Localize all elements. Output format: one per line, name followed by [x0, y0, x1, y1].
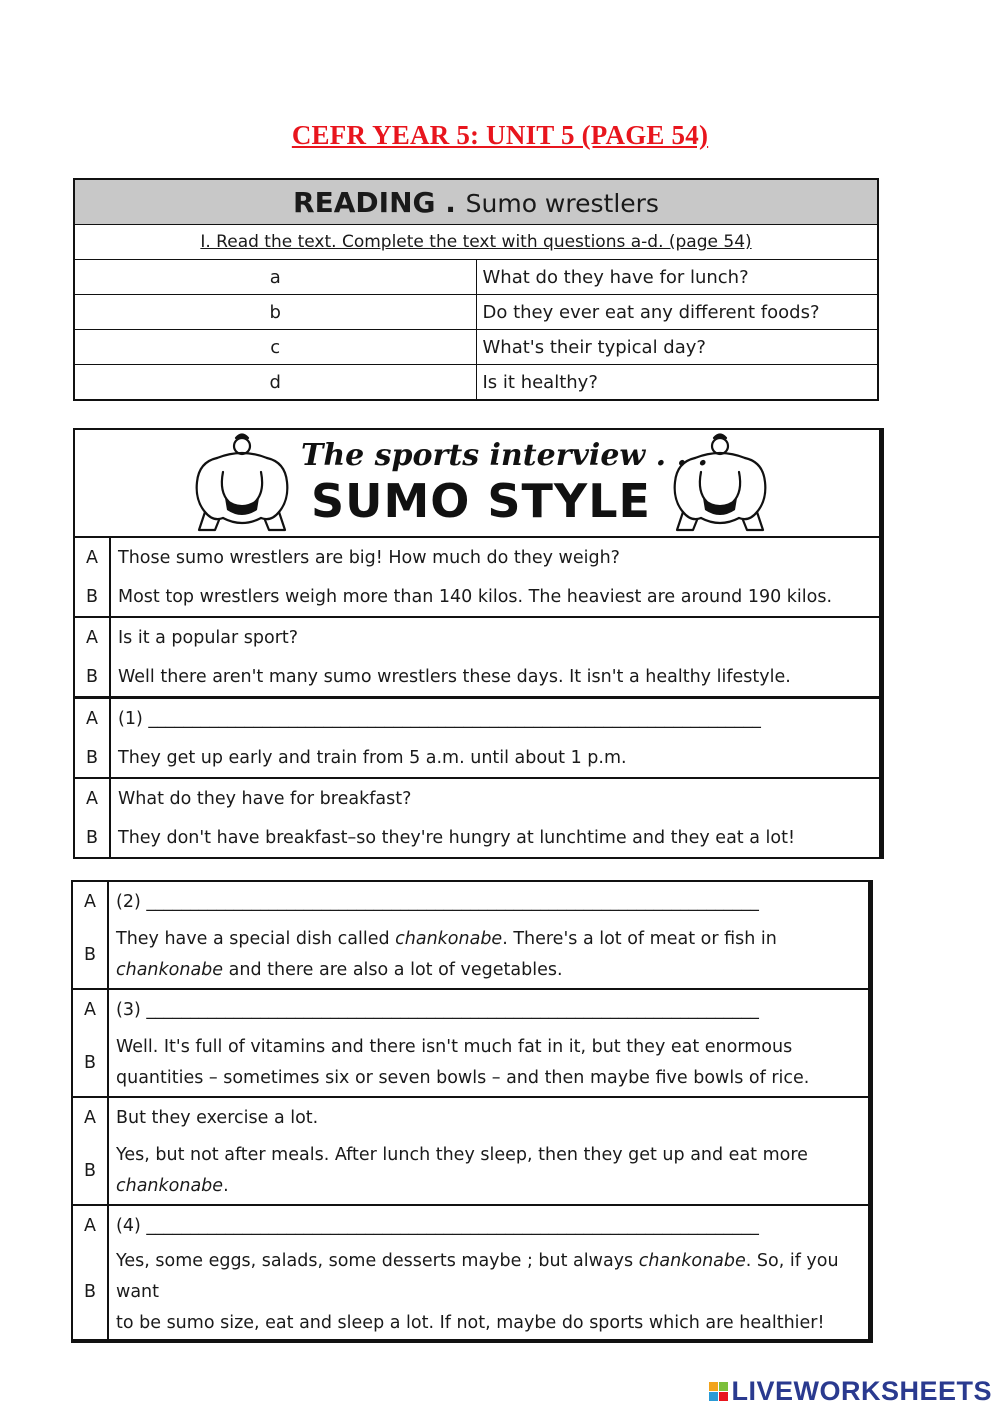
liveworksheets-logo[interactable]: [709, 1376, 992, 1407]
dialogue-a-text: Those sumo wrestlers are big! How much do they weigh?: [118, 547, 620, 568]
dialogue-b-text: They get up early and train from 5 a.m. until about 1 p.m.: [110, 738, 879, 778]
dialogue-row: [75, 778, 879, 818]
answer-blank-4[interactable]: (4) ______________________________________________________________________: [116, 1216, 759, 1236]
answer-blank-3[interactable]: (3) ______________________________________________________________________: [116, 1000, 759, 1020]
speaker-a-label: A: [72, 1097, 108, 1138]
banner-line2: SUMO STYLE: [311, 474, 651, 528]
question-row: [74, 330, 878, 365]
answer-blank-1[interactable]: (1) ______________________________________________________________________: [118, 708, 761, 729]
speaker-b-label: B: [75, 577, 110, 617]
question-text: Is it healthy?: [476, 365, 878, 401]
reading-heading-bold: READING .: [293, 185, 456, 219]
question-text: Do they ever eat any different foods?: [476, 295, 878, 330]
dialogue-a-text: Is it a popular sport?: [118, 627, 299, 648]
reading-heading: [74, 179, 878, 225]
sumo-wrestler-icon: [187, 432, 297, 536]
dialogue-row: [75, 577, 879, 617]
speaker-b-label: B: [72, 1246, 108, 1341]
dialogue-row: [72, 881, 871, 922]
answer-blank-2[interactable]: (2) ______________________________________________________________________: [116, 892, 759, 912]
question-text: What do they have for lunch?: [476, 260, 878, 295]
dialogue-row: [75, 657, 879, 698]
dialogue-row: [72, 1030, 871, 1097]
question-letter: d: [74, 365, 476, 401]
speaker-a-label: A: [75, 538, 110, 577]
dialogue-a-text: What do they have for breakfast?: [118, 788, 412, 809]
interview-part1: [73, 428, 884, 859]
speaker-a-label: A: [75, 778, 110, 818]
dialogue-b-text: Well there aren't many sumo wrestlers these days. It isn't a healthy lifestyle.: [110, 657, 879, 698]
dialogue-row: [72, 1138, 871, 1205]
speaker-b-label: B: [75, 818, 110, 857]
dialogue-b-text: Well. It's full of vitamins and there isn't much fat in it, but they eat enormous quantities – sometimes six or seven bowls – and then maybe five bowls of rice.: [108, 1030, 871, 1097]
sumo-wrestler-icon: [665, 432, 775, 536]
speaker-b-label: B: [75, 657, 110, 698]
dialogue-b-text: Yes, but not after meals. After lunch they sleep, then they get up and eat more chankonabe.: [108, 1138, 871, 1205]
dialogue-b-text: They have a special dish called chankonabe. There's a lot of meat or fish in chankonabe and there are also a lot of vegetables.: [108, 922, 871, 989]
interview-part2-table: [71, 880, 873, 1343]
dialogue-row: [75, 617, 879, 657]
footer-brand: LIVEWORKSHEETS: [731, 1376, 992, 1406]
speaker-a-label: A: [72, 881, 108, 922]
dialogue-row: [75, 818, 879, 857]
dialogue-row: [72, 989, 871, 1030]
reading-questions-table: [73, 178, 879, 401]
speaker-b-label: B: [72, 1030, 108, 1097]
question-row: [74, 260, 878, 295]
reading-instruction: I. Read the text. Complete the text with questions a-d. (page 54): [74, 225, 878, 260]
interview-part1-table: [75, 538, 879, 857]
question-row: [74, 295, 878, 330]
speaker-a-label: A: [72, 989, 108, 1030]
banner-line1: The sports interview . . .: [301, 438, 708, 473]
speaker-a-label: A: [75, 698, 110, 739]
dialogue-row: [72, 1246, 871, 1341]
dialogue-row: [75, 738, 879, 778]
speaker-a-label: A: [72, 1205, 108, 1246]
speaker-b-label: B: [75, 738, 110, 778]
liveworksheets-logo-icon: [709, 1382, 728, 1401]
speaker-b-label: B: [72, 922, 108, 989]
question-letter: a: [74, 260, 476, 295]
dialogue-b-text: Most top wrestlers weigh more than 140 kilos. The heaviest are around 190 kilos.: [110, 577, 879, 617]
dialogue-row: [75, 538, 879, 577]
question-letter: c: [74, 330, 476, 365]
speaker-a-label: A: [75, 617, 110, 657]
question-letter: b: [74, 295, 476, 330]
reading-heading-subtitle: Sumo wrestlers: [465, 188, 659, 218]
question-row: [74, 365, 878, 401]
dialogue-b-text: Yes, some eggs, salads, some desserts maybe ; but always chankonabe. So, if you want to be sumo size, eat and sleep a lot. If not, maybe do sports which are healthier!: [116, 1251, 839, 1333]
dialogue-a-text: But they exercise a lot.: [116, 1108, 319, 1128]
dialogue-row: [75, 698, 879, 739]
question-text: What's their typical day?: [476, 330, 878, 365]
speaker-b-label: B: [72, 1138, 108, 1205]
dialogue-row: [72, 1205, 871, 1246]
interview-banner: [75, 430, 879, 538]
dialogue-row: [72, 1097, 871, 1138]
dialogue-b-text: They don't have breakfast–so they're hungry at lunchtime and they eat a lot!: [118, 827, 795, 848]
page-title: CEFR YEAR 5: UNIT 5 (PAGE 54): [291, 120, 709, 150]
dialogue-row: [72, 922, 871, 989]
